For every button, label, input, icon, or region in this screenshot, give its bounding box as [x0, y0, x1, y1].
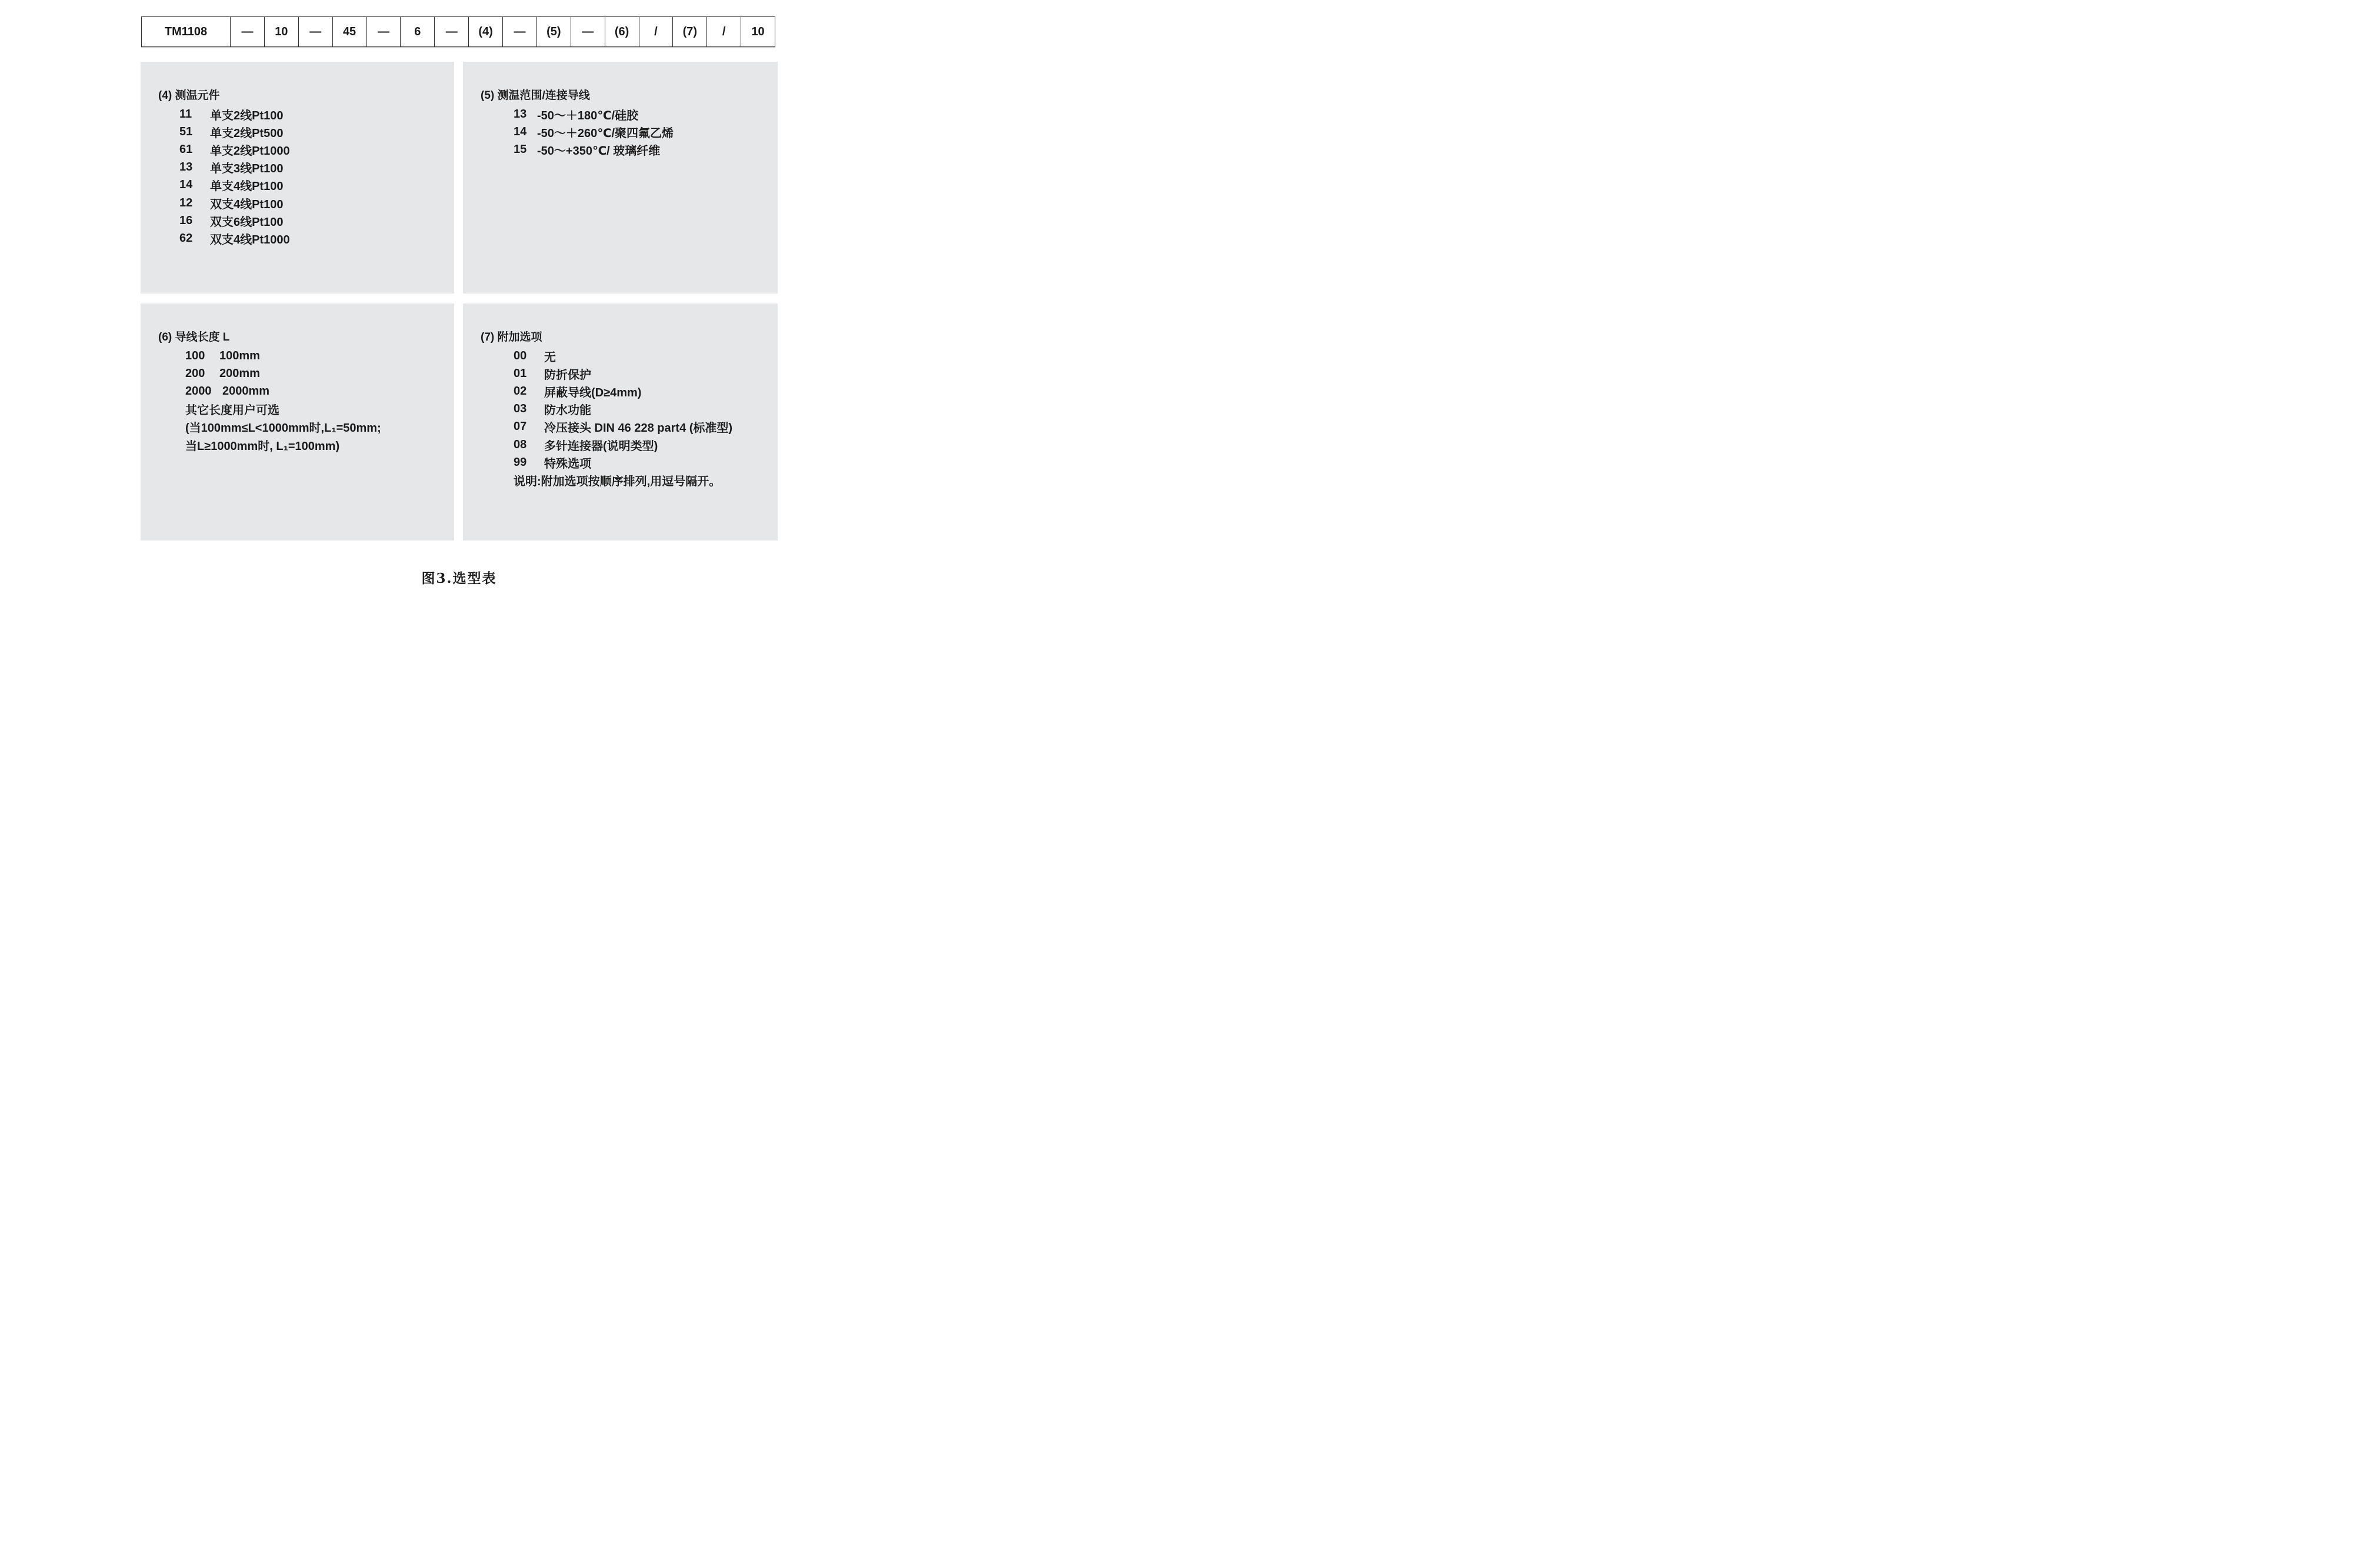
- code-cell: 10: [741, 17, 775, 46]
- code-cell-element: (4): [468, 17, 502, 46]
- code-cell-slash: /: [639, 17, 673, 46]
- option-code: 62: [179, 231, 193, 245]
- code-cell: 10: [264, 17, 298, 46]
- option-code: 99: [514, 455, 527, 469]
- note-line: 其它长度用户可选: [185, 404, 279, 418]
- list-item: [185, 365, 381, 382]
- option-code: 03: [514, 402, 527, 416]
- list-item: [514, 365, 732, 382]
- list-item: [514, 105, 674, 123]
- option-desc: 单支3线Pt100: [210, 162, 284, 176]
- option-code: 200: [185, 366, 205, 380]
- code-cell-range: (5): [536, 17, 571, 46]
- option-desc: 2000mm: [222, 384, 270, 398]
- option-code: 51: [179, 125, 193, 138]
- option-code: 14: [179, 178, 193, 192]
- option-list: [514, 347, 732, 489]
- code-cell-separator: —: [230, 17, 264, 46]
- option-desc: 单支4线Pt100: [210, 180, 284, 194]
- model-code-strip: [141, 16, 775, 47]
- option-code: 00: [514, 349, 527, 362]
- option-desc: 单支2线Pt1000: [210, 144, 290, 158]
- option-code: 15: [514, 142, 527, 156]
- code-cell-slash: /: [706, 17, 741, 46]
- note-line: 说明:附加选项按顺序排列,用逗号隔开。: [514, 475, 721, 488]
- option-code: 61: [179, 142, 193, 156]
- list-item: [514, 453, 732, 471]
- list-item: [185, 382, 381, 400]
- panel-lead-length: [141, 303, 454, 541]
- option-desc: 单支2线Pt500: [210, 126, 284, 140]
- option-desc: 多针连接器(说明类型): [544, 439, 658, 453]
- list-item: [185, 347, 381, 365]
- option-desc: 单支2线Pt100: [210, 109, 284, 122]
- option-list: [179, 105, 290, 248]
- option-code: 12: [179, 196, 193, 209]
- note-line: 当L≥1000mm时, L₁=100mm): [185, 439, 340, 453]
- figure-caption: 图3.选型表: [421, 571, 497, 586]
- option-list: [185, 347, 381, 453]
- option-desc: 无: [544, 351, 556, 364]
- list-item: [514, 418, 732, 436]
- panel-title: (6) 导线长度 L: [158, 331, 230, 343]
- option-desc: -50～＋260℃/聚四氟乙烯: [537, 126, 674, 140]
- panel-additional-options: [463, 303, 778, 541]
- option-code: 02: [514, 384, 527, 398]
- option-code: 100: [185, 349, 205, 362]
- list-item: [179, 159, 290, 176]
- code-cell-options: (7): [672, 17, 706, 46]
- option-desc: 屏蔽导线(D≥4mm): [544, 386, 642, 399]
- panel-title: (7) 附加选项: [481, 331, 542, 343]
- code-cell-separator: —: [571, 17, 605, 46]
- code-cell: 6: [400, 17, 434, 46]
- code-cell-model: TM1108: [164, 25, 208, 38]
- code-cell-separator: —: [502, 17, 536, 46]
- option-code: 07: [514, 420, 527, 433]
- option-desc: 200mm: [219, 366, 260, 380]
- list-item: [514, 401, 732, 418]
- list-item: [514, 123, 674, 141]
- list-item: [514, 382, 732, 400]
- option-code: 13: [514, 107, 527, 121]
- option-desc: -50～＋180℃/硅胶: [537, 109, 639, 122]
- option-code: 13: [179, 161, 193, 174]
- list-item: [179, 105, 290, 123]
- option-desc: 防折保护: [544, 368, 591, 382]
- option-desc: 防水功能: [544, 404, 591, 418]
- option-desc: 双支4线Pt100: [210, 198, 284, 211]
- panel-sensor-element: [141, 62, 454, 293]
- option-desc: 双支4线Pt1000: [210, 233, 290, 246]
- list-item: [179, 212, 290, 229]
- list-item: [514, 436, 732, 453]
- option-desc: 特殊选项: [544, 457, 591, 471]
- note-line: (当100mm≤L<1000mm时,L₁=50mm;: [185, 422, 381, 435]
- panel-temperature-range: [463, 62, 778, 293]
- option-code: 16: [179, 213, 193, 227]
- code-cell-separator: —: [298, 17, 332, 46]
- code-cell-separator: —: [434, 17, 468, 46]
- option-code: 14: [514, 125, 527, 138]
- option-code: 08: [514, 438, 527, 451]
- list-item: [179, 176, 290, 194]
- list-item: [179, 229, 290, 247]
- list-item: [179, 141, 290, 158]
- option-desc: 冷压接头 DIN 46 228 part4 (标准型): [544, 422, 733, 435]
- panel-title: (5) 测温范围/连接导线: [481, 89, 590, 102]
- list-item: [179, 194, 290, 212]
- option-code: 01: [514, 366, 527, 380]
- list-item: [179, 123, 290, 141]
- panel-title: (4) 测温元件: [158, 89, 220, 102]
- option-desc: 100mm: [219, 349, 260, 362]
- list-item: [514, 347, 732, 365]
- code-cell-length: (6): [605, 17, 639, 46]
- option-code: 11: [179, 107, 192, 121]
- code-cell: 45: [332, 17, 366, 46]
- option-desc: -50～+350℃/ 玻璃纤维: [537, 144, 661, 158]
- list-item: [514, 141, 674, 158]
- option-list: [514, 105, 674, 159]
- option-desc: 双支6线Pt100: [210, 215, 284, 229]
- option-code: 2000: [185, 384, 212, 398]
- code-cell-separator: —: [366, 17, 401, 46]
